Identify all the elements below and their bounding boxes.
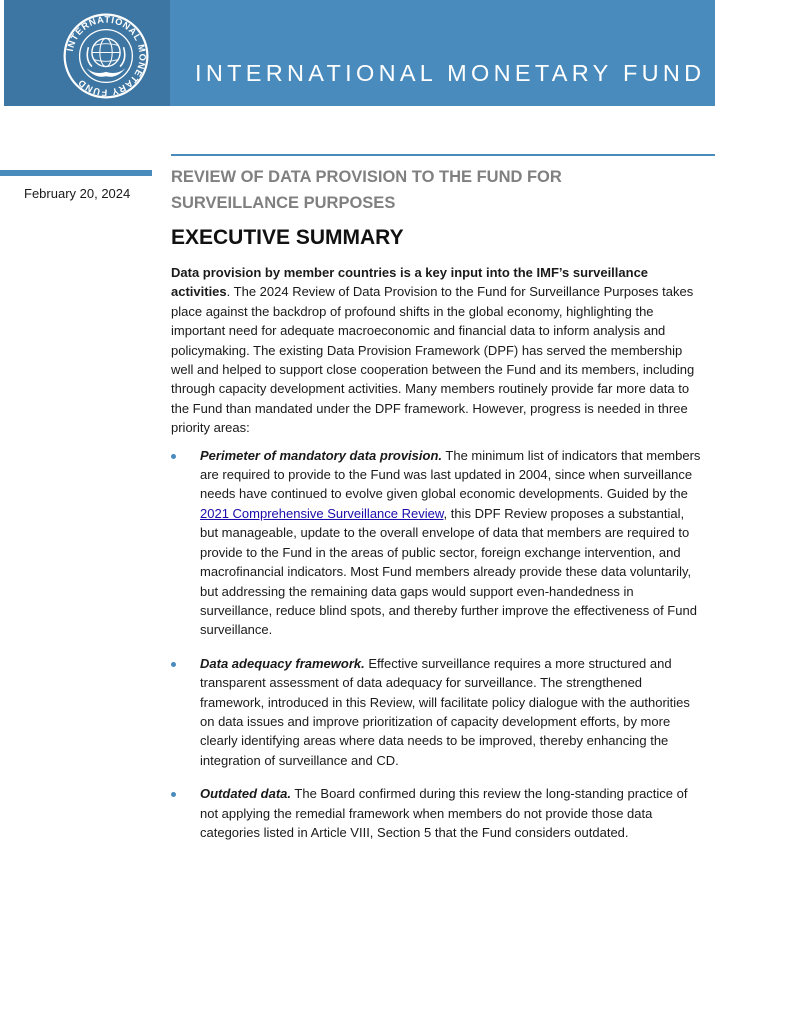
document-title-line-1: REVIEW OF DATA PROVISION TO THE FUND FOR	[171, 168, 562, 186]
document-title	[171, 164, 691, 216]
list-item	[171, 654, 701, 770]
bullet-heading: Outdated data.	[200, 786, 292, 802]
seal-box	[4, 0, 170, 106]
list-item	[171, 446, 701, 640]
document-body	[171, 263, 701, 842]
document-date: February 20, 2024	[24, 186, 131, 201]
bullet-text: Effective surveillance requires a more structured and transparent assessment of data adequacy for surveillance. The strengthened framework, introduced in this Review, will facilitate policy dialogue with the authorities on data issues and improve prioritization of capacity development efforts, by more clearly identifying areas where data needs to be improved, thereby enhancing the integration of surveillance and CD.	[200, 655, 690, 768]
section-heading: EXECUTIVE SUMMARY	[171, 226, 404, 249]
top-accent-rule	[171, 154, 715, 156]
bullet-icon	[171, 792, 176, 797]
bullet-text: The minimum list of indicators that members are required to provide to the Fund was last updated in 2004, since when surveillance needs have continued to evolve given global economic developments. Guided by the	[200, 447, 701, 502]
document-title-line-2: SURVEILLANCE PURPOSES	[171, 194, 396, 212]
priority-areas-list	[171, 446, 701, 843]
left-accent-rule	[0, 170, 152, 176]
list-item	[171, 784, 701, 842]
intro-paragraph	[171, 263, 701, 438]
bullet-icon	[171, 662, 176, 667]
bullet-heading: Data adequacy framework.	[200, 655, 365, 671]
header-banner	[4, 0, 715, 106]
imf-seal-logo	[62, 12, 150, 100]
intro-bold-lead: Data provision by member countries is a key input into the IMF’s surveillance activities	[171, 265, 649, 300]
bullet-text: The Board confirmed during this review the long-standing practice of not applying the remedial framework when members do not provide those data categories listed in Article VIII, Section 5 that the Fund considers outdated.	[200, 786, 688, 840]
bullet-text: , this DPF Review proposes a substantial, but manageable, update to the overall envelope of data that members are required to provide to the Fund in the areas of public sector, foreign exchange intervention, and macrofinancial indicators. Most Fund members already provide these data voluntarily, but addressing the remaining data gaps would support even-handedness in surveillance, reduce blind spots, and thereby further improve the effectiveness of Fund surveillance.	[200, 505, 697, 638]
organization-title: INTERNATIONAL MONETARY FUND	[195, 60, 706, 86]
comprehensive-surveillance-review-link[interactable]: 2021 Comprehensive Surveillance Review	[200, 505, 444, 521]
bullet-icon	[171, 454, 176, 459]
svg-text:INTERNATIONAL MONETARY FUND: INTERNATIONAL MONETARY FUND	[64, 14, 148, 98]
intro-text: . The 2024 Review of Data Provision to the Fund for Surveillance Purposes takes place against the backdrop of profound shifts in the global economy, highlighting the important need for adequate macroeconomic and financial data to inform analysis and policymaking. The existing Data Provision Framework (DPF) has served the membership well and helped to support close cooperation between the Fund and its members, including through capacity development activities. Many members routinely provide far more data to the Fund than mandated under the DPF framework. However, progress is needed in three priority areas:	[171, 284, 695, 436]
bullet-heading: Perimeter of mandatory data provision.	[200, 447, 443, 463]
